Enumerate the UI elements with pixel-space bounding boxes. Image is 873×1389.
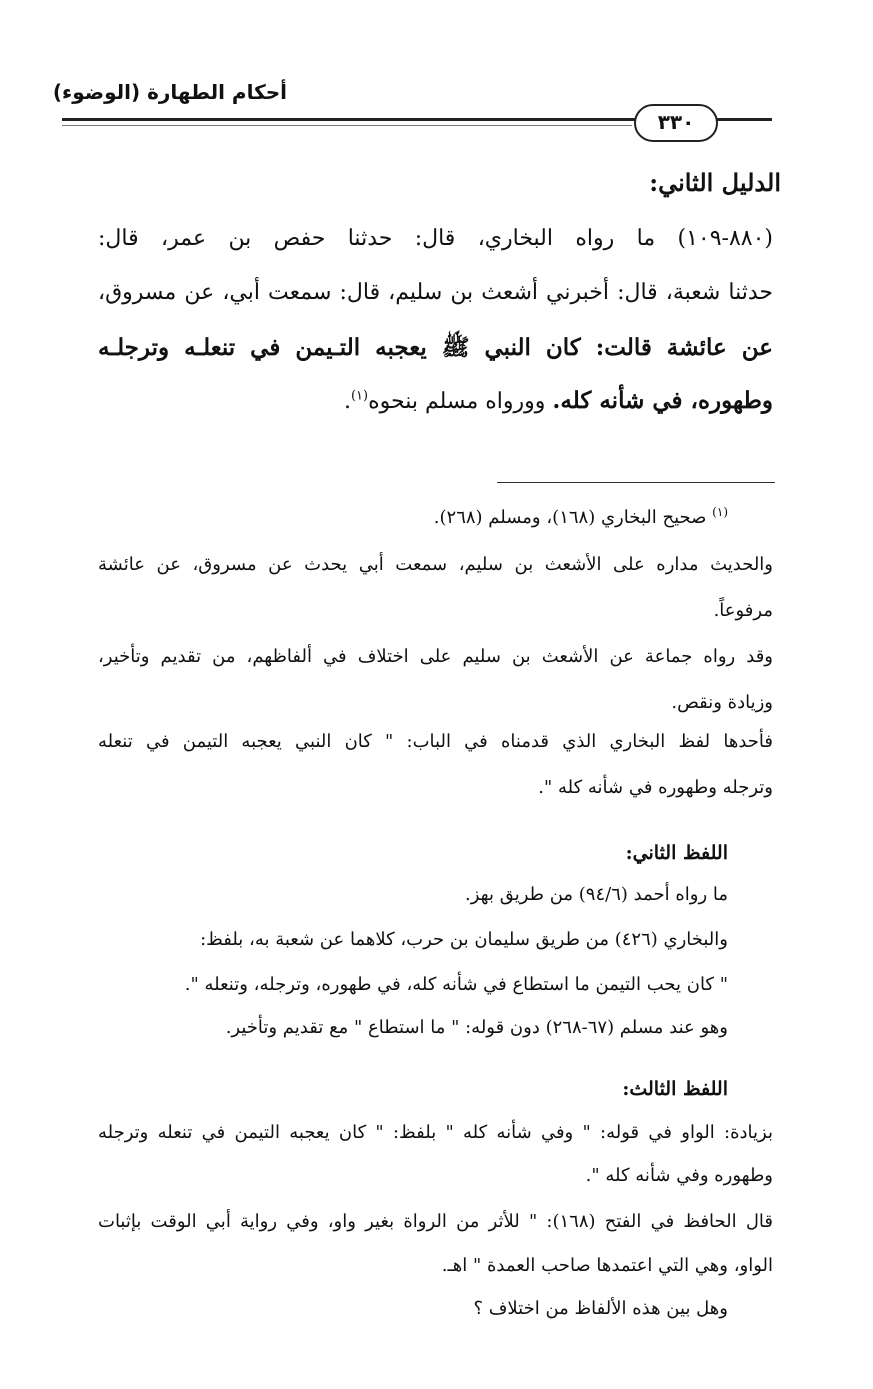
fn-s2-line4: وهو عند مسلم (٦٧-٢٦٨) دون قوله: " ما استطاع " مع تقديم وتأخير.: [225, 1017, 728, 1038]
fn-para1-line1: والحديث مداره على الأشعث بن سليم، سمعت أبي يحدث عن مسروق، عن عائشة: [98, 554, 773, 575]
fn-s3-line4: الواو، وهي التي اعتمدها صاحب العمدة " اهـ.: [441, 1255, 773, 1276]
fn-s3-line1: بزيادة: الواو في قوله: " وفي شأنه كله " بلفظ: " كان يعجبه التيمن في تنعله وترجله: [98, 1122, 773, 1143]
main-line-4-bold: وطهوره، في شأنه كله.: [552, 387, 773, 414]
fn-s3-line3: قال الحافظ في الفتح (١٦٨): " للأثر من الرواة بغير واو، وفي رواية أبي الوقت بإثبات: [98, 1211, 773, 1232]
fn-para3-line1: فأحدها لفظ البخاري الذي قدمناه في الباب: " كان النبي يعجبه التيمن في تنعله: [98, 731, 773, 752]
fn-s2-line3: " كان يحب التيمن ما استطاع في شأنه كله، في طهوره، وترجله، وتنعله ".: [184, 974, 728, 995]
footnote-separator: [497, 482, 775, 483]
fn-s3-line2: وطهوره وفي شأنه كله ".: [585, 1165, 773, 1186]
fn-heading-second-wording: اللفظ الثاني:: [625, 842, 728, 864]
footnote-1-number: (١): [712, 505, 728, 519]
fn-s2-line2: والبخاري (٤٢٦) من طريق سليمان بن حرب، كلاهما عن شعبة به، بلفظ:: [200, 929, 728, 950]
fn-s2-line1: ما رواه أحمد (٩٤/٦) من طريق بهز.: [465, 884, 728, 905]
fn-heading-third-wording: اللفظ الثالث:: [622, 1078, 728, 1100]
fn-para2-line1: وقد رواه جماعة عن الأشعث بن سليم على اختلاف في ألفاظهم، من تقديم وتأخير،: [98, 646, 773, 667]
main-line-2: حدثنا شعبة، قال: أخبرني أشعث بن سليم، قال: سمعت أبي، عن مسروق،: [98, 280, 773, 305]
fn-para1-line2: مرفوعاً.: [713, 600, 773, 621]
fn-para3-line2: وترجله وطهوره في شأنه كله ".: [538, 777, 773, 798]
header-rule-thin: [62, 125, 632, 126]
fn-s3-line5: وهل بين هذه الألفاظ من اختلاف ؟: [473, 1298, 728, 1319]
section-heading: الدليل الثاني:: [649, 168, 781, 197]
main-line-1: (٨٨٠-١٠٩) ما رواه البخاري، قال: حدثنا حفص بن عمر، قال:: [98, 226, 773, 251]
main-line-4-tail: وورواه مسلم بنحوه: [368, 389, 546, 414]
footnote-1: [98, 507, 728, 528]
footnote-ref: (١): [350, 388, 369, 404]
fn-para2-line2: وزيادة ونقص.: [671, 692, 773, 713]
main-line-4: وطهوره، في شأنه كله. وورواه مسلم بنحوه$^{(١)}$.: [343, 387, 773, 414]
footnote-1-text: صحيح البخاري (١٦٨)، ومسلم (٢٦٨).: [433, 507, 707, 528]
page-number-badge: ٣٣٠: [634, 104, 718, 142]
running-header-title: أحكام الطهارة (الوضوء): [52, 80, 287, 104]
main-line-3: عن عائشة قالت: كان النبي ﷺ يعجبه التـيمن في تنعلـه وترجلـه: [98, 334, 773, 361]
